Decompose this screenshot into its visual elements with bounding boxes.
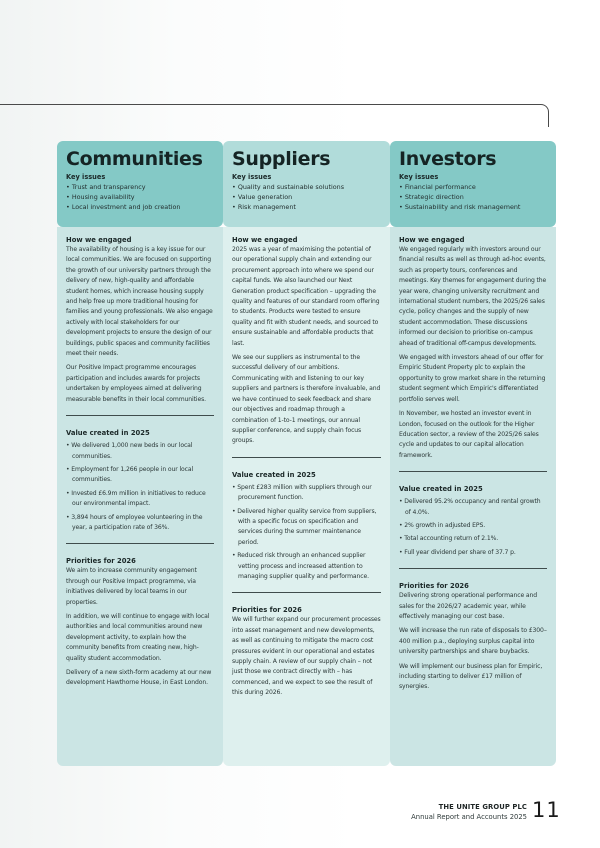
section-divider — [66, 543, 214, 544]
value-item: • Employment for 1,266 people in our local communities. — [66, 465, 214, 486]
value-item: • Full year dividend per share of 37.7 p. — [399, 548, 547, 558]
priorities-paragraph: We will implement our business plan for Empiric, including starting to deliver £17 million of synergies. — [399, 662, 543, 691]
how-we-engaged-heading: How we engaged — [399, 236, 465, 244]
suppliers-panel — [223, 141, 390, 766]
priorities-heading: Priorities for 2026 — [66, 557, 136, 566]
section-divider — [232, 592, 381, 593]
suppliers-body — [223, 227, 390, 766]
section-divider — [399, 568, 547, 569]
priorities-paragraph: In addition, we will continue to engage with local authorities and local communities around new development activity, to explain how the community benefits from creating new, high-quality student accommodation. — [66, 612, 210, 662]
priorities-paragraph: Delivering strong operational performance and sales for the 2026/27 academic year, while effectively managing our cost base. — [399, 592, 538, 620]
value-item: • Invested £6.9m million in initiatives to reduce our environmental impact. — [66, 489, 214, 510]
investors-title: Investors — [399, 148, 497, 170]
key-issue: • Financial performance — [399, 182, 547, 192]
value-item: • 2% growth in adjusted EPS. — [399, 521, 547, 531]
key-issue: • Housing availability — [66, 192, 214, 202]
priorities-paragraph: We will increase the run rate of disposals to £300–400 million p.a., deploying surplus capital into university partnerships and share buybacks. — [399, 627, 547, 656]
value-created-list — [66, 441, 214, 533]
footer-company-name: THE UNITE GROUP PLC — [438, 803, 527, 811]
section-divider — [66, 415, 214, 416]
value-created-heading: Value created in 2025 — [66, 429, 150, 438]
how-we-engaged-heading: How we engaged — [66, 236, 132, 244]
key-issues-list — [399, 182, 547, 212]
engaged-paragraph: We see our suppliers as instrumental to the successful delivery of our ambitions. Communicating with and listening to our key suppliers and partners is therefore invaluable, and we have continued to seek feedback and share our objectives and roadmap through a combination of 1-to-1 meetings, our annual supplier conference, and supply chain focus groups. — [232, 354, 381, 445]
value-item: • Spent £283 million with suppliers through our procurement function. — [232, 483, 381, 504]
priorities-paragraph: We will further expand our procurement processes into asset management and new developments, as well as continuing to mitigate the macro cost pressures evident in our operational and estates supply chain. A review of our supply chain – not just those we contract directly with – has commenced, and we expect to see the result of this during 2026. — [232, 616, 381, 697]
top-divider-rule — [0, 104, 549, 127]
key-issue: • Risk management — [232, 202, 381, 212]
key-issues-list — [232, 182, 381, 212]
communities-header — [57, 141, 223, 227]
value-created-list — [399, 497, 547, 558]
key-issues-label: Key issues — [399, 173, 439, 181]
how-we-engaged-heading: How we engaged — [232, 236, 298, 244]
page-number: 11 — [532, 798, 561, 822]
key-issue: • Sustainability and risk management — [399, 202, 547, 212]
engaged-paragraph: 2025 was a year of maximising the potential of our operational supply chain and extending our procurement approach into where we spend our capital funds. We also launched our Next Generation product specification – upgrading the quality and features of our standard room offering to students. Products were tested to ensure quality and fit with student needs, and sourced to ensure sustainable and affordable products that last. — [232, 246, 380, 347]
section-divider — [399, 471, 547, 472]
key-issues-label: Key issues — [66, 173, 106, 181]
communities-body — [57, 227, 223, 766]
key-issue: • Quality and sustainable solutions — [232, 182, 381, 192]
value-item: • Delivered higher quality service from suppliers, with a specific focus on specification and services during the summer maintenance period. — [232, 507, 381, 549]
engaged-paragraph: We engaged with investors ahead of our offer for Empiric Student Property plc to explain the opportunity to grow market share in the returning student segment which Empiric's differentiated portfolio serves well. — [399, 354, 546, 403]
value-created-heading: Value created in 2025 — [399, 485, 483, 494]
key-issues-label: Key issues — [232, 173, 272, 181]
investors-header — [390, 141, 556, 227]
value-item: • We delivered 1,000 new beds in our local communities. — [66, 441, 214, 462]
engaged-paragraph: We engaged regularly with investors around our financial results as well as through ad-hoc events, such as property tours, conferences and meetings. Key themes for engagement during the year were, changing university recruitment and international student numbers, the 2025/26 sales cycle, policy changes and the supply of new student accommodation. These discussions informed our decision to prioritise on-campus ahead of traditional off-campus developments. — [399, 246, 547, 347]
value-created-list — [232, 483, 381, 583]
priorities-paragraph: We aim to increase community engagement through our Positive Impact programme, via initiatives delivered by local teams in our properties. — [66, 567, 197, 606]
value-item: • Total accounting return of 2.1%. — [399, 534, 547, 544]
priorities-heading: Priorities for 2026 — [232, 606, 302, 615]
key-issue: • Strategic direction — [399, 192, 547, 202]
investors-panel — [390, 141, 556, 766]
key-issues-list — [66, 182, 214, 212]
priorities-paragraph: Delivery of a new sixth-form academy at our new development Hawthorne House, in East London. — [66, 669, 212, 687]
engaged-paragraph: Our Positive Impact programme encourages participation and includes awards for projects undertaken by employees aimed at delivering measurable benefits in their local communities. — [66, 364, 206, 403]
priorities-heading: Priorities for 2026 — [399, 582, 469, 591]
engaged-paragraph: The availability of housing is a key issue for our local communities. We are focused on supporting the growth of our university partners through the delivery of new, high-quality and affordable student homes, which increase housing supply and help free up more traditional housing for families and young professionals. We also engage actively with local stakeholders for our development projects to ensure the design of our buildings, public spaces and community facilities meet their needs. — [66, 246, 213, 358]
communities-title: Communities — [66, 148, 203, 170]
key-issue: • Trust and transparency — [66, 182, 214, 192]
value-item: • Reduced risk through an enhanced supplier vetting process and increased attention to managing supplier quality and performance. — [232, 551, 381, 582]
value-item: • Delivered 95.2% occupancy and rental growth of 4.0%. — [399, 497, 547, 518]
suppliers-header — [223, 141, 390, 227]
suppliers-title: Suppliers — [232, 148, 331, 170]
engaged-paragraph: In November, we hosted an investor event in London, focused on the outlook for the Higher Education sector, a review of the 2025/26 sales cycle and updates to our capital allocation framework. — [399, 410, 539, 459]
investors-body — [390, 227, 556, 766]
footer-report-title: Annual Report and Accounts 2025 — [411, 813, 527, 821]
key-issue: • Value generation — [232, 192, 381, 202]
value-created-heading: Value created in 2025 — [232, 470, 316, 479]
key-issue: • Local investment and job creation — [66, 202, 214, 212]
communities-panel — [57, 141, 223, 766]
section-divider — [232, 457, 381, 458]
value-item: • 3,894 hours of employee volunteering in the year, a participation rate of 36%. — [66, 513, 214, 534]
